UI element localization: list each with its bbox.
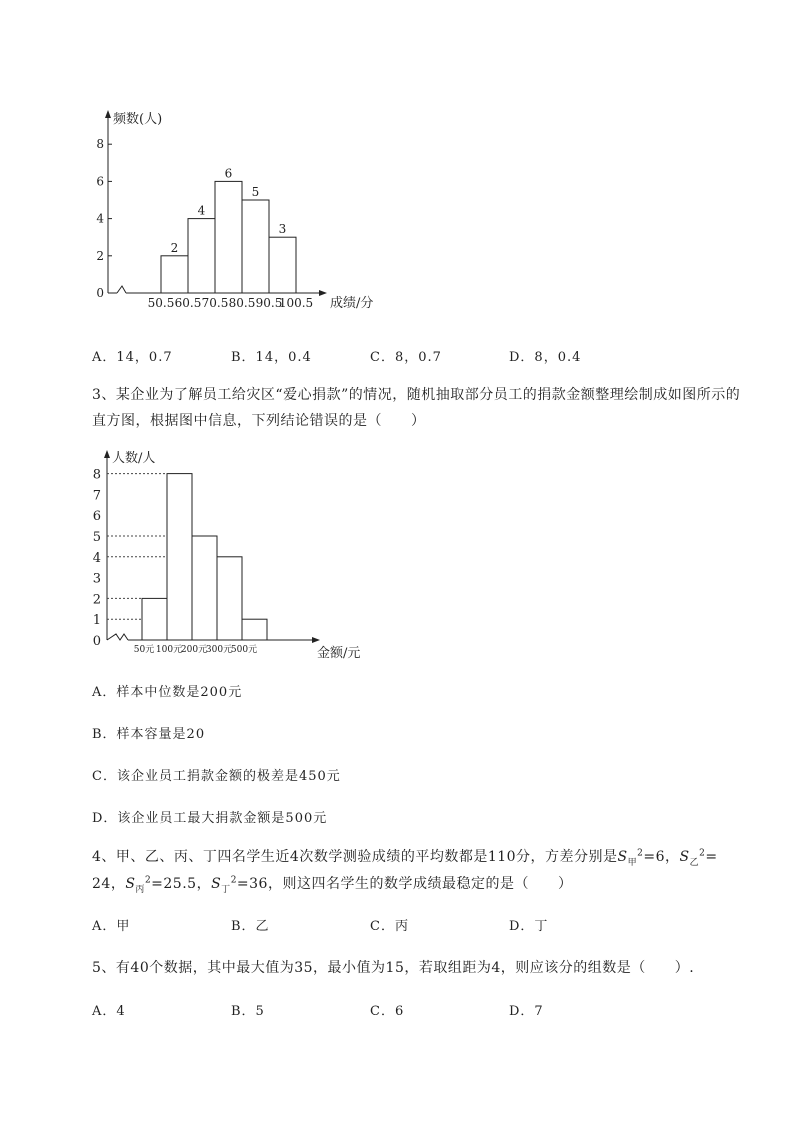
- y-tick-label: 3: [92, 571, 101, 587]
- y-tick-label: 8: [92, 467, 101, 483]
- histogram-bar: [192, 536, 217, 640]
- x-axis-arrow: [312, 637, 320, 643]
- x-axis-label: 成绩/分: [330, 296, 374, 311]
- q4-question-line1: 4、甲、乙、丙、丁四名学生近4次数学测验成绩的平均数都是110分，方差分别是$S_甲^2=6$，$S_乙^2=$: [92, 848, 718, 868]
- histogram-bar: [188, 219, 215, 293]
- histogram-bar: [167, 474, 192, 640]
- x-tick-label: 70.5: [201, 296, 229, 310]
- q3-option-c: C．该企业员工捐款金额的极差是450元: [92, 769, 341, 784]
- y-tick-label: 4: [96, 211, 104, 226]
- x-axis-label: 金额/元: [317, 646, 361, 661]
- x-tick-label: 200元: [180, 645, 208, 655]
- x-tick-label: 60.5: [174, 296, 202, 310]
- q4-option-a: A．甲: [92, 919, 131, 934]
- histogram-bar: [142, 598, 167, 640]
- q4-option-d: D．丁: [509, 919, 549, 934]
- x-tick-label: 500元: [230, 645, 258, 655]
- y-tick-label: 6: [96, 174, 104, 189]
- y-tick-label: 8: [96, 137, 104, 152]
- histogram-bar: [269, 237, 296, 293]
- x-tick-label: 100元: [155, 645, 183, 655]
- y-tick-label: 1: [92, 613, 101, 629]
- histogram-bar: [217, 557, 242, 640]
- y-tick-label: 7: [92, 488, 101, 504]
- q2-option-c: C．8，0.7: [370, 350, 442, 365]
- x-axis-break: [107, 634, 128, 640]
- q4-option-b: B．乙: [231, 919, 270, 934]
- x-tick-label: 50.5: [147, 296, 175, 310]
- y-tick-label: 4: [92, 550, 101, 566]
- donation-histogram: [80, 445, 380, 665]
- q2-option-a: A．14，0.7: [92, 350, 173, 365]
- histogram-bar: [215, 181, 242, 293]
- y-tick-label: 6: [92, 509, 101, 525]
- x-tick-label: 80.5: [228, 296, 256, 310]
- q2-option-b: B．14，0.4: [231, 350, 312, 365]
- q5-option-b: B．5: [231, 1004, 265, 1019]
- y-tick-label: 0: [92, 634, 101, 649]
- y-tick-label: 2: [92, 592, 101, 608]
- x-tick-label: 50元: [133, 645, 155, 655]
- q3-question-text: 3、某企业为了解员工给灾区“爱心捐款”的情况，随机抽取部分员工的捐款金额整理绘制成如图所示的直方图，根据图中信息，下列结论错误的是（ ）: [92, 387, 741, 429]
- histogram-bar: [242, 619, 267, 640]
- bar-data-label: 5: [251, 185, 260, 199]
- y-tick-label: 2: [96, 248, 104, 263]
- q5-option-d: D．7: [509, 1004, 544, 1019]
- histogram-bar: [161, 256, 188, 293]
- q3-option-a: A．样本中位数是200元: [92, 685, 243, 700]
- bar-data-label: 6: [224, 166, 233, 181]
- x-axis-break: [117, 286, 126, 293]
- q5-question-text: 5、有40个数据，其中最大值为35，最小值为15，若取组距为4，则应该分的组数是（ ）.: [92, 960, 695, 976]
- x-axis-arrow: [319, 290, 327, 296]
- y-tick-label: 5: [92, 530, 101, 545]
- y-tick-label: 0: [96, 286, 104, 300]
- bar-data-label: 3: [278, 222, 287, 237]
- y-axis-arrow: [104, 450, 110, 458]
- y-axis-label: 频数(人): [113, 112, 163, 127]
- q4-option-c: C．丙: [370, 919, 409, 934]
- x-tick-label: 90.5: [255, 296, 283, 310]
- bar-data-label: 4: [197, 203, 206, 218]
- frequency-histogram-1: [80, 100, 400, 320]
- q5-option-a: A．4: [92, 1004, 126, 1019]
- q4-question-line2: 24，$S_丙^2=25.5$，$S_丁^2=36$，则这四名学生的数学成绩最稳定的是（ ）: [92, 875, 573, 895]
- bar-data-label: 2: [170, 240, 179, 255]
- x-tick-label: 300元: [205, 645, 233, 655]
- histogram-bar: [242, 200, 269, 293]
- q5-option-c: C．6: [370, 1004, 405, 1019]
- x-tick-label: 100.5: [278, 296, 314, 310]
- q2-option-d: D．8，0.4: [509, 350, 582, 365]
- y-axis-arrow: [105, 110, 111, 118]
- q3-option-b: B．样本容量是20: [92, 727, 206, 742]
- q3-option-d: D．该企业员工最大捐款金额是500元: [92, 811, 328, 826]
- y-axis-label: 人数/人: [112, 451, 156, 466]
